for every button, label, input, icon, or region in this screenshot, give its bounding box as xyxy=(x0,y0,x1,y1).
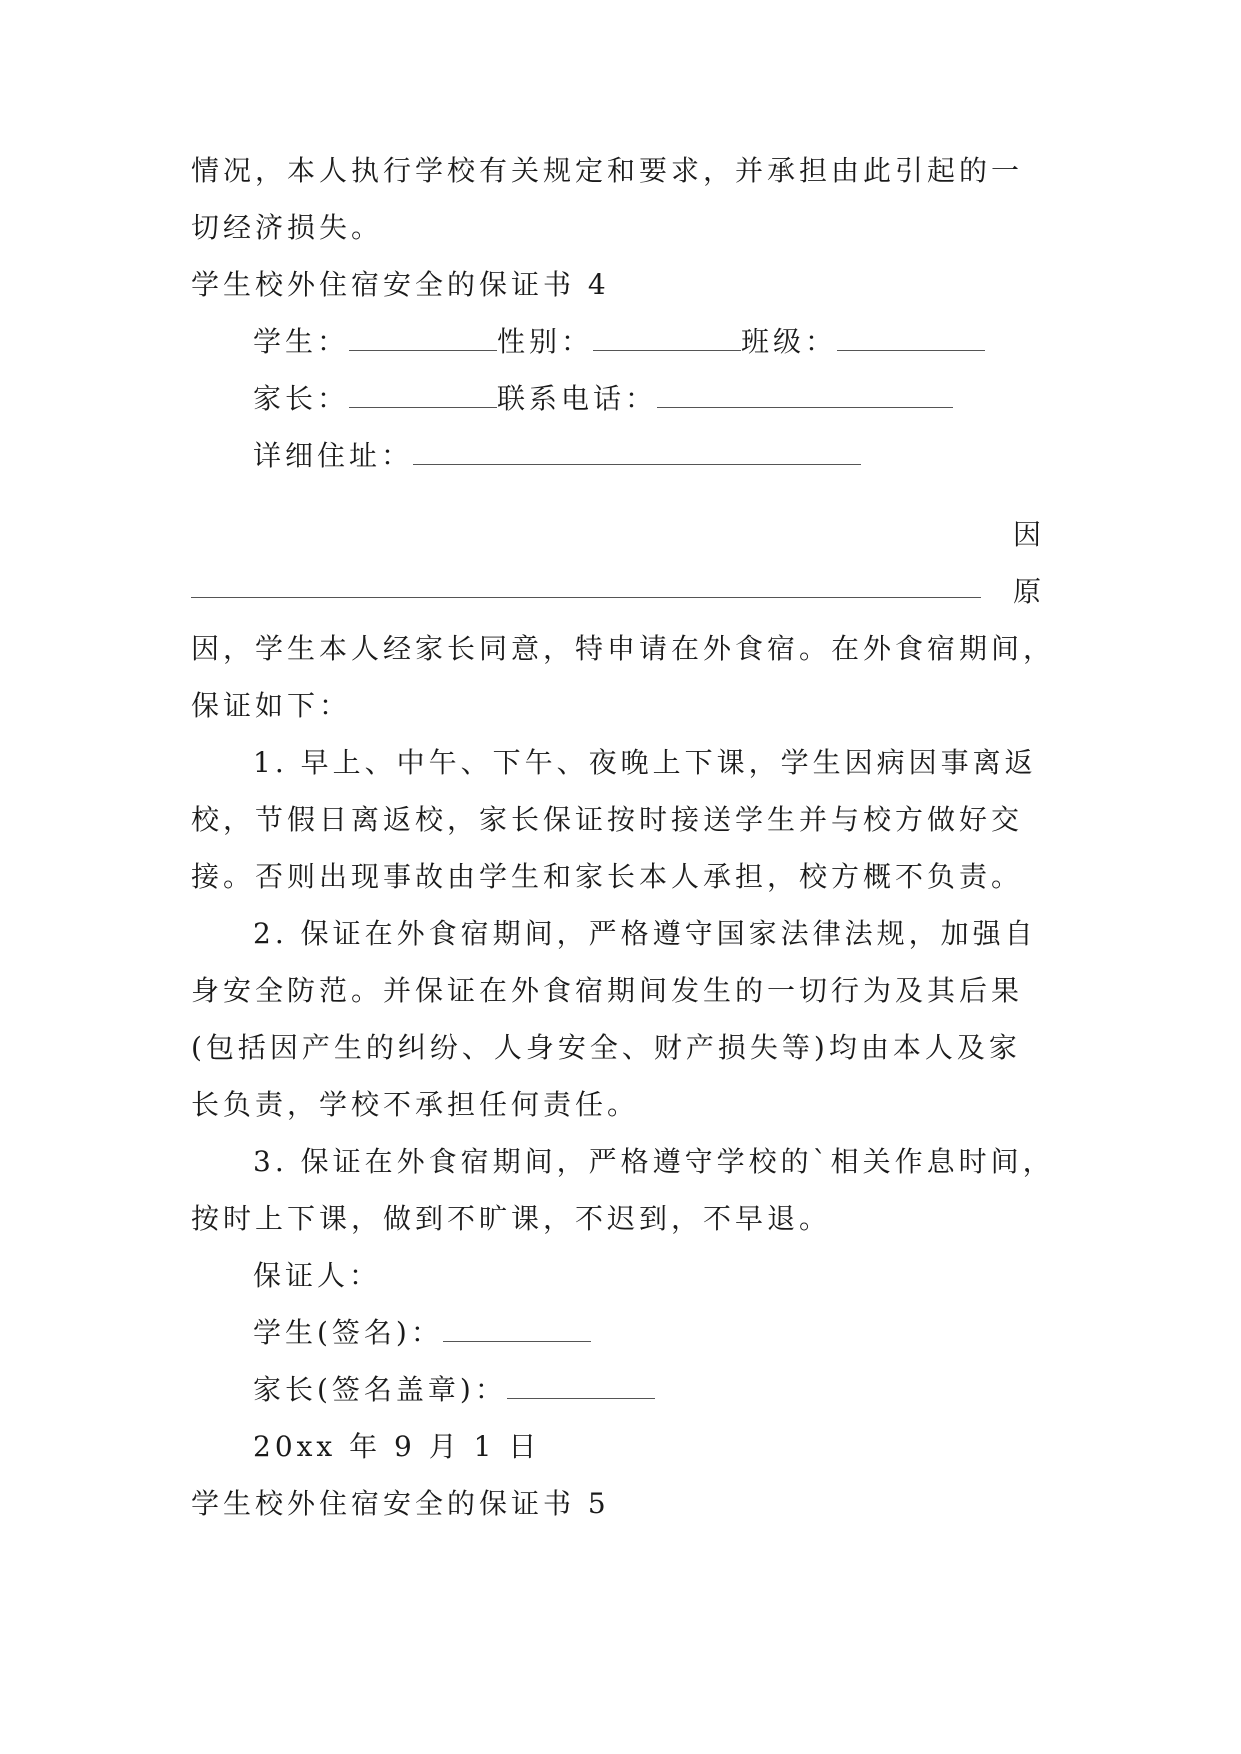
signature-date: 20xx 年 9 月 1 日 xyxy=(253,1430,541,1463)
parent-info-row xyxy=(253,379,953,419)
list-item-3-line: 3. 保证在外食宿期间，严格遵守学校的`相关作息时间， xyxy=(253,1145,1055,1178)
reason-blank xyxy=(191,597,981,598)
student-signature-row xyxy=(253,1313,591,1353)
address-row xyxy=(253,436,861,476)
student-signature-blank xyxy=(443,1315,591,1342)
parent-signature-blank xyxy=(507,1372,655,1399)
student-blank xyxy=(349,324,497,351)
parent-label: 家长： xyxy=(253,382,350,415)
list-item-3-line: 按时上下课，做到不旷课，不迟到，不早退。 xyxy=(191,1202,832,1235)
parent-blank xyxy=(349,381,497,408)
list-item-1-line: 校，节假日离返校，家长保证按时接送学生并与校方做好交 xyxy=(191,803,1024,836)
list-item-2-line: (包括因产生的纠纷、人身安全、财产损失等)均由本人及家 xyxy=(191,1031,1021,1064)
reason-side-char: 原 xyxy=(1013,575,1042,608)
gender-blank xyxy=(593,324,741,351)
phone-label: 联系电话： xyxy=(497,382,658,415)
class-blank xyxy=(837,324,985,351)
class-label: 班级： xyxy=(741,325,838,358)
list-item-2-line: 长负责，学校不承担任何责任。 xyxy=(191,1088,640,1121)
section-title: 学生校外住宿安全的保证书 5 xyxy=(191,1487,610,1520)
student-signature-label: 学生(签名)： xyxy=(253,1316,443,1349)
paragraph-line: 切经济损失。 xyxy=(191,211,384,244)
address-label: 详细住址： xyxy=(253,439,414,472)
gender-label: 性别： xyxy=(497,325,594,358)
phone-blank xyxy=(657,381,953,408)
paragraph-line: 情况，本人执行学校有关规定和要求，并承担由此引起的一 xyxy=(191,154,1024,187)
section-title: 学生校外住宿安全的保证书 4 xyxy=(191,268,610,301)
reason-side-char: 因 xyxy=(1013,518,1042,551)
list-item-2-line: 身安全防范。并保证在外食宿期间发生的一切行为及其后果 xyxy=(191,974,1024,1007)
paragraph-line: 保证如下： xyxy=(191,689,352,722)
list-item-1-line: 接。否则出现事故由学生和家长本人承担，校方概不负责。 xyxy=(191,860,1024,893)
student-info-row xyxy=(253,322,985,362)
paragraph-line: 因，学生本人经家长同意，特申请在外食宿。在外食宿期间， xyxy=(191,632,1056,665)
parent-signature-label: 家长(签名盖章)： xyxy=(253,1373,507,1406)
parent-signature-row xyxy=(253,1370,655,1410)
list-item-1-line: 1. 早上、中午、下午、夜晚上下课，学生因病因事离返 xyxy=(253,746,1037,779)
student-label: 学生： xyxy=(253,325,350,358)
guarantor-label: 保证人： xyxy=(253,1259,382,1292)
list-item-2-line: 2. 保证在外食宿期间，严格遵守国家法律法规，加强自 xyxy=(253,917,1037,950)
address-blank xyxy=(413,438,861,465)
